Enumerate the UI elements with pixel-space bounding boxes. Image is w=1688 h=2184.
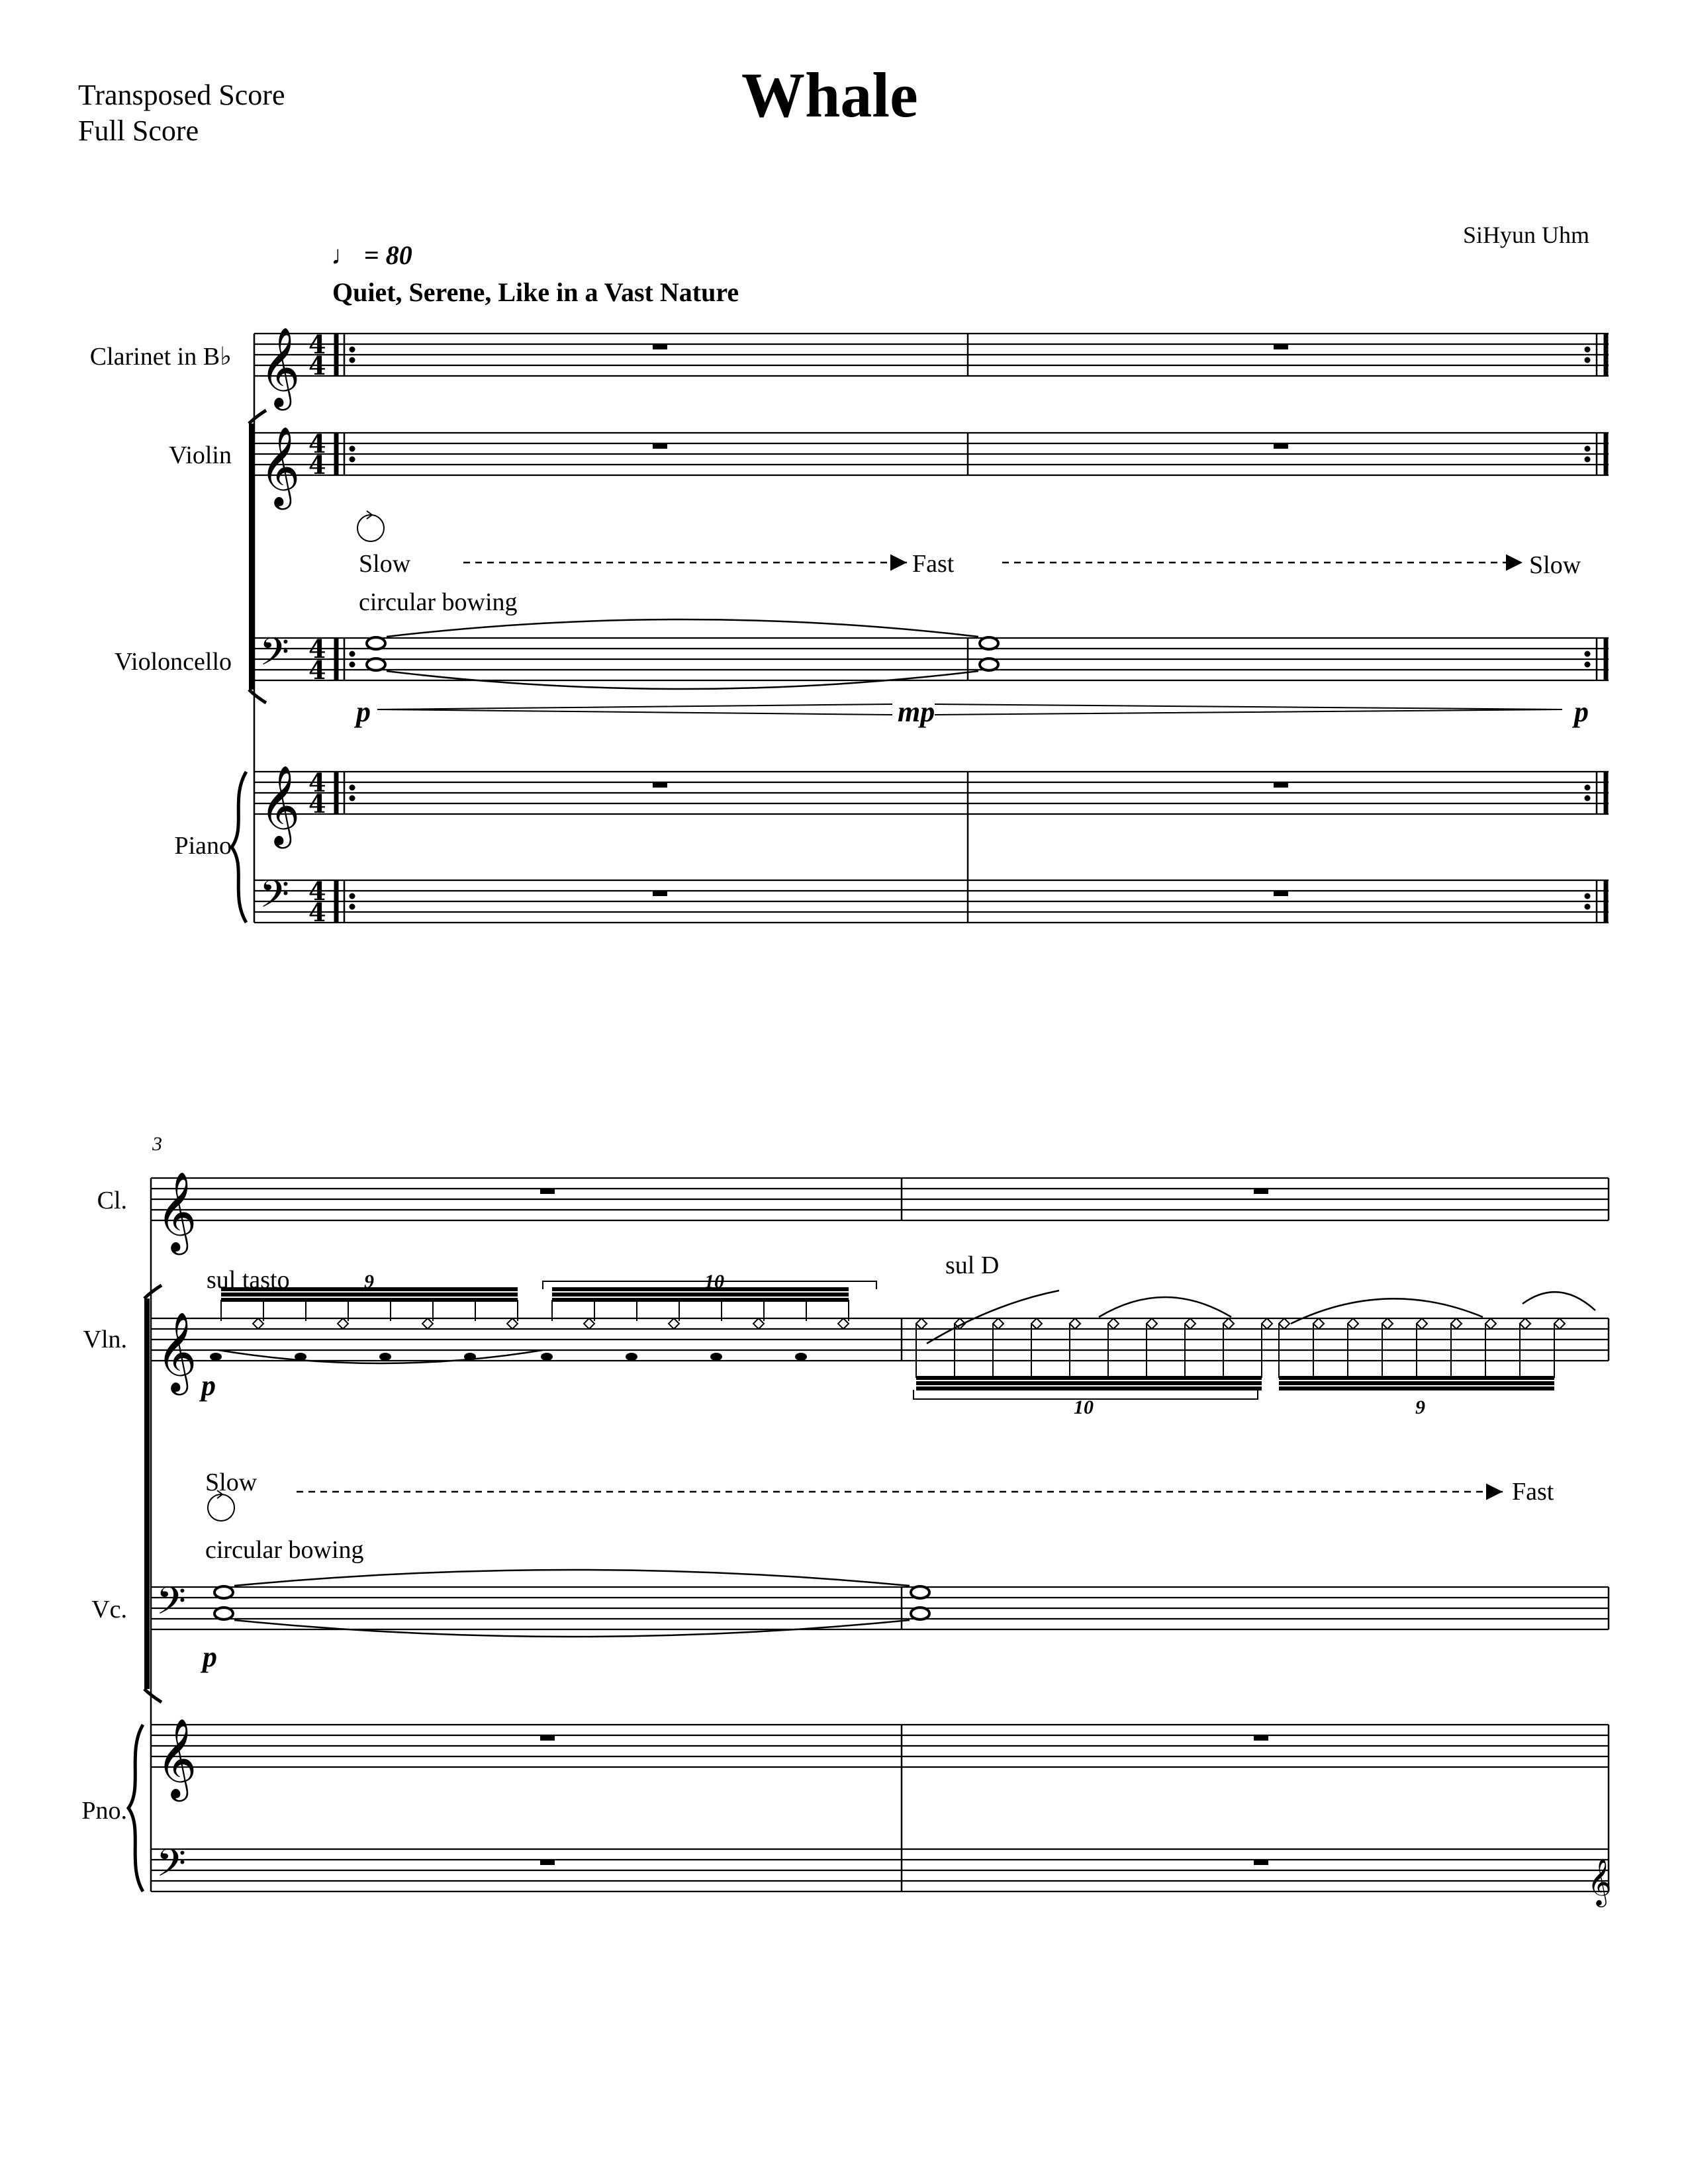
violin-m3a-note: [210, 1353, 222, 1361]
dynamic-p: p: [356, 696, 371, 728]
instrument-abbrev-piano: Pno.: [81, 1797, 127, 1825]
cello2-speed-slow: Slow: [205, 1469, 258, 1496]
repeat-dots: [350, 357, 355, 363]
time-signature: 4: [308, 897, 326, 927]
treble-clef-icon: 𝄞: [259, 326, 301, 407]
whole-rest: [1274, 782, 1288, 788]
repeat-dots: [1585, 893, 1591, 899]
time-signature: 4: [308, 634, 326, 664]
cello-speed-slow: Slow: [359, 550, 411, 578]
violin-m3b-note: [795, 1353, 807, 1361]
cello-note-upper: [367, 637, 385, 649]
cello2-note-upper: [214, 1586, 233, 1598]
violin-m3a-note: [379, 1353, 391, 1361]
tuplet-9-m4: 9: [1415, 1396, 1425, 1418]
violin-m4a-harmonic: [1185, 1318, 1196, 1329]
dynamic-mp: mp: [898, 696, 935, 728]
violin-sul-d: sul D: [945, 1251, 1000, 1279]
violin-sul-tasto: sul tasto: [207, 1266, 290, 1294]
whole-rest: [1254, 1189, 1268, 1194]
time-signature: 4: [308, 789, 326, 819]
piano-brace: [232, 772, 246, 923]
cello2-note-upper: [911, 1586, 929, 1598]
cello-speed-slow-end: Slow: [1529, 551, 1581, 579]
violin-m4b-harmonic: [1382, 1318, 1393, 1329]
bass-clef-icon: 𝄢: [259, 629, 290, 684]
violin-m3b-harmonic: [584, 1318, 594, 1329]
violin-m3a-harmonic: [338, 1318, 348, 1329]
whole-rest: [1274, 891, 1288, 896]
violin-m4b-harmonic: [1279, 1318, 1289, 1329]
violin-m3a-harmonic: [253, 1318, 263, 1329]
cello2-speed-fast: Fast: [1512, 1478, 1554, 1506]
strings-bracket: [249, 410, 266, 424]
whole-rest: [1254, 1860, 1268, 1865]
treble-clef-icon: 𝄞: [156, 1171, 197, 1251]
violin-m4b-harmonic: [1520, 1318, 1530, 1329]
violin-m4a-harmonic: [1031, 1318, 1042, 1329]
repeat-dots: [1585, 796, 1591, 801]
violin-m3a-harmonic: [507, 1318, 518, 1329]
tuplet-10-m3: 10: [704, 1271, 724, 1293]
violin-m4a-harmonic: [1147, 1318, 1157, 1329]
measure-number: 3: [152, 1133, 162, 1155]
whole-rest: [1274, 443, 1288, 449]
time-signature: 4: [308, 450, 326, 480]
strings-bracket-2: [144, 1689, 162, 1702]
composer-name: SiHyun Uhm: [1463, 222, 1590, 248]
score-kind-label: Full Score: [78, 114, 199, 147]
repeat-dots: [350, 904, 355, 910]
time-signature: 4: [308, 429, 326, 459]
violin-slur-m4: [1523, 1292, 1595, 1310]
courtesy-treble-clef-icon: 𝄞: [1587, 1857, 1612, 1905]
instrument-abbrev-violoncello: Vc.: [91, 1596, 127, 1623]
violin-m4a-harmonic: [916, 1318, 927, 1329]
repeat-dots: [350, 785, 355, 791]
treble-clef-icon: 𝄞: [259, 426, 301, 506]
page-title: Whale: [741, 60, 918, 130]
cello-tie-upper: [387, 619, 978, 637]
score-type-label: Transposed Score: [78, 79, 285, 111]
violin-m4a-harmonic: [1223, 1318, 1234, 1329]
whole-rest: [540, 1860, 555, 1865]
violin-m3b-harmonic: [838, 1318, 849, 1329]
bass-clef-icon: 𝄢: [156, 1578, 187, 1633]
violin-m4b-harmonic: [1348, 1318, 1358, 1329]
treble-clef-icon: 𝄞: [259, 764, 301, 845]
instrument-name-violoncello: Violoncello: [114, 648, 232, 676]
cello-note-lower: [980, 659, 998, 670]
quarter-note-icon: ♩: [331, 240, 357, 270]
repeat-dots: [350, 893, 355, 899]
repeat-dots: [350, 446, 355, 452]
circular-bow-icon: [357, 515, 384, 541]
violin-dynamic-p: p: [201, 1369, 216, 1402]
violin-m4b-harmonic: [1417, 1318, 1427, 1329]
violin-m3b-harmonic: [669, 1318, 679, 1329]
strings-bracket: [249, 690, 266, 703]
strings-bracket-2: [144, 1285, 162, 1298]
violin-slur-m4: [1099, 1297, 1231, 1317]
dynamic-p-end: p: [1574, 696, 1589, 728]
violin-m4a-harmonic: [1108, 1318, 1119, 1329]
time-signature: 4: [308, 351, 326, 381]
tuplet-bracket: [914, 1390, 1258, 1399]
whole-rest: [653, 443, 667, 449]
treble-clef-icon: 𝄞: [156, 1717, 197, 1798]
violin-m4b-harmonic: [1313, 1318, 1324, 1329]
violin-m4b-harmonic: [1554, 1318, 1565, 1329]
bass-clef-icon: 𝄢: [259, 872, 290, 926]
instrument-name-clarinet: Clarinet in B♭: [89, 343, 232, 371]
whole-rest: [540, 1735, 555, 1741]
time-signature: 4: [308, 655, 326, 685]
tuplet-10-m4: 10: [1074, 1396, 1094, 1418]
piano-brace-2: [128, 1725, 143, 1891]
violin-m4b-harmonic: [1485, 1318, 1496, 1329]
violin-m4a-harmonic: [1070, 1318, 1080, 1329]
violin-m4a-harmonic: [993, 1318, 1004, 1329]
whole-rest: [1274, 344, 1288, 349]
repeat-dots: [350, 796, 355, 801]
repeat-dots: [1585, 457, 1591, 463]
whole-rest: [653, 891, 667, 896]
treble-clef-icon: 𝄞: [156, 1311, 197, 1392]
cello2-dynamic-p: p: [203, 1641, 217, 1673]
repeat-dots: [1585, 347, 1591, 353]
decrescendo-hairpin: [935, 704, 1562, 715]
instrument-name-violin: Violin: [169, 441, 232, 469]
violin-m3b-note: [710, 1353, 722, 1361]
violin-m4a-harmonic: [1262, 1318, 1272, 1329]
cello-speed-fast: Fast: [912, 550, 955, 578]
violin-m3b-note: [541, 1353, 553, 1361]
cello2-technique-label: circular bowing: [205, 1536, 364, 1564]
circular-bow-icon: [208, 1494, 234, 1521]
bass-clef-icon: 𝄢: [156, 1841, 187, 1895]
instrument-abbrev-violin: Vln.: [83, 1326, 127, 1353]
time-signature: 4: [308, 876, 326, 906]
violin-m3a-harmonic: [422, 1318, 433, 1329]
repeat-dots: [1585, 446, 1591, 452]
repeat-dots: [1585, 785, 1591, 791]
whole-rest: [540, 1189, 555, 1194]
whole-rest: [653, 782, 667, 788]
expression-marking: Quiet, Serene, Like in a Vast Nature: [332, 277, 739, 307]
cello2-note-lower: [214, 1608, 233, 1619]
cello2-tie-upper: [234, 1570, 910, 1586]
repeat-dots: [350, 662, 355, 668]
repeat-dots: [1585, 651, 1591, 657]
cello-note-lower: [367, 659, 385, 670]
repeat-dots: [1585, 904, 1591, 910]
repeat-dots: [350, 651, 355, 657]
violin-m4b-harmonic: [1451, 1318, 1462, 1329]
instrument-abbrev-clarinet: Cl.: [97, 1187, 127, 1214]
instrument-name-piano: Piano: [174, 832, 232, 860]
tuplet-9-m3: 9: [364, 1271, 374, 1293]
violin-m3b-note: [626, 1353, 637, 1361]
time-signature: 4: [308, 768, 326, 797]
repeat-dots: [1585, 662, 1591, 668]
time-signature: 4: [308, 330, 326, 359]
repeat-dots: [350, 457, 355, 463]
cello2-note-lower: [911, 1608, 929, 1619]
tempo-equals: =: [364, 240, 379, 270]
cello2-tie-lower: [234, 1620, 910, 1637]
tempo-bpm: 80: [385, 240, 412, 270]
whole-rest: [653, 344, 667, 349]
repeat-dots: [1585, 357, 1591, 363]
repeat-dots: [350, 347, 355, 353]
violin-m3b-harmonic: [753, 1318, 764, 1329]
cello-note-upper: [980, 637, 998, 649]
cello-technique-label: circular bowing: [359, 588, 518, 616]
crescendo-hairpin: [377, 704, 892, 715]
whole-rest: [1254, 1735, 1268, 1741]
